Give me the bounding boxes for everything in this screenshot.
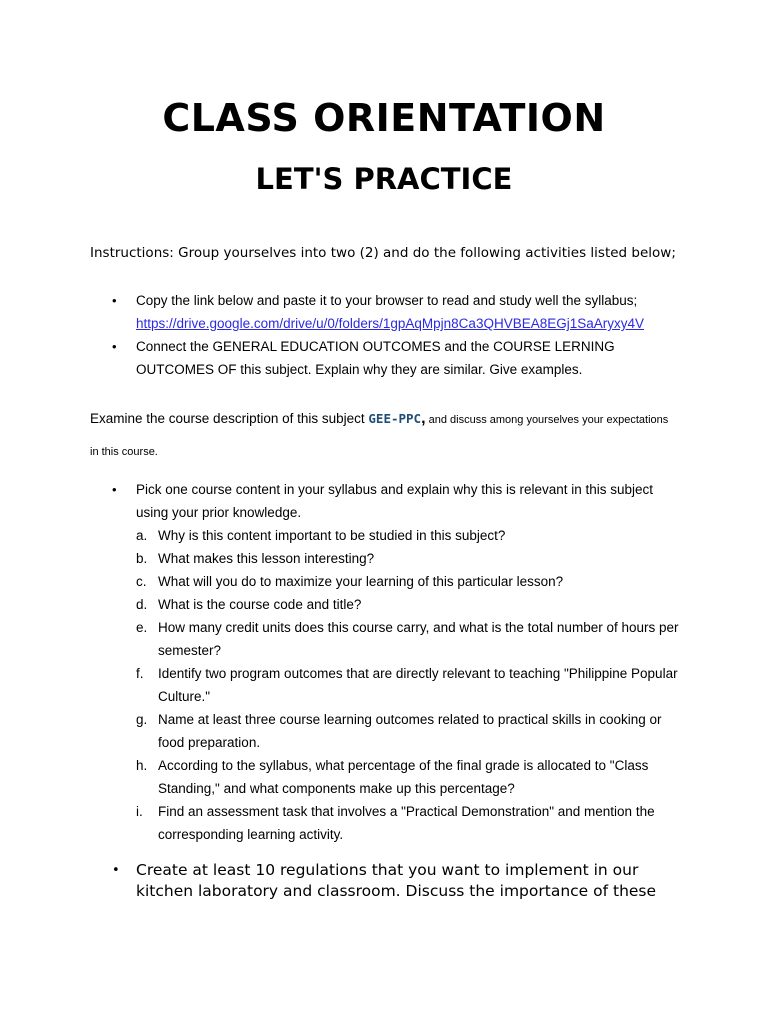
list-item-text: Create at least 10 regulations that you want to implement in our kitchen laboratory and classroom. Discuss the importance of these [136, 861, 657, 900]
syllabus-link[interactable]: https://drive.google.com/drive/u/0/folders/1gpAqMpjn8Ca3QHVBEA8EGj1SaAryxy4V [136, 316, 645, 331]
sub-list-text: Name at least three course learning outcomes related to practical skills in cooking or food preparation. [158, 712, 662, 750]
list-item [112, 289, 682, 335]
sub-list-item [136, 524, 682, 547]
sub-list-marker: i. [136, 804, 143, 819]
sub-list-marker: e. [136, 620, 148, 635]
sub-list-marker: f. [136, 666, 144, 681]
page-subtitle: LET'S PRACTICE [255, 162, 513, 196]
sub-list-text: According to the syllabus, what percentage of the final grade is allocated to "Class Standing," and what components make up this percentage? [158, 758, 649, 796]
sub-list-text: What will you do to maximize your learning of this particular lesson? [158, 574, 564, 589]
sub-list-marker: g. [136, 712, 148, 727]
sub-list-text: What is the course code and title? [158, 597, 362, 612]
sub-question-list [136, 524, 682, 846]
bullet-list-syllabus [112, 289, 682, 381]
bullet-icon: • [112, 863, 120, 878]
sub-list-item [136, 754, 682, 800]
list-item [112, 478, 682, 846]
sub-list-item [136, 616, 682, 662]
sub-list-item [136, 547, 682, 570]
sub-list-item [136, 800, 682, 846]
bullet-icon: • [112, 339, 117, 354]
bullet-list-course-content [112, 478, 682, 846]
sub-list-text: Why is this content important to be studied in this subject? [158, 528, 506, 543]
list-item-text: Connect the GENERAL EDUCATION OUTCOMES and the COURSE LERNING OUTCOMES OF this subject. Explain why they are similar. Give examples. [136, 339, 615, 377]
examine-lead-text: Examine the course description of this subject [90, 411, 369, 426]
bullet-list-regulations [112, 860, 672, 902]
sub-list-text: Identify two program outcomes that are directly relevant to teaching "Philippine Popular Culture." [158, 666, 678, 704]
bullet-icon: • [112, 482, 117, 497]
page-title: CLASS ORIENTATION [162, 96, 606, 140]
sub-list-text: Find an assessment task that involves a "Practical Demonstration" and mention the corresponding learning activity. [158, 804, 655, 842]
list-item-text: Pick one course content in your syllabus and explain why this is relevant in this subject using your prior knowledge. [136, 482, 654, 520]
sub-list-text: What makes this lesson interesting? [158, 551, 375, 566]
sub-list-marker: d. [136, 597, 148, 612]
sub-list-item [136, 662, 682, 708]
sub-list-marker: h. [136, 758, 148, 773]
list-item [112, 860, 672, 902]
sub-list-item [136, 593, 682, 616]
examine-paragraph [90, 410, 690, 428]
sub-list-text: How many credit units does this course carry, and what is the total number of hours per semester? [158, 620, 679, 658]
bullet-icon: • [112, 293, 117, 308]
course-code: GEE-PPC [368, 411, 422, 426]
list-item-text: Copy the link below and paste it to your browser to read and study well the syllabus; [136, 293, 638, 308]
list-item [112, 335, 682, 381]
sub-list-item [136, 570, 682, 593]
sub-list-marker: c. [136, 574, 147, 589]
examine-tail-text: and discuss among yourselves your expectations [425, 414, 669, 426]
examine-paragraph-line2: in this course. [90, 446, 158, 458]
examine-comma: , [421, 410, 426, 427]
sub-list-marker: a. [136, 528, 148, 543]
instructions-text: Instructions: Group yourselves into two (2) and do the following activities listed below; [90, 245, 676, 261]
sub-list-marker: b. [136, 551, 148, 566]
sub-list-item [136, 708, 682, 754]
